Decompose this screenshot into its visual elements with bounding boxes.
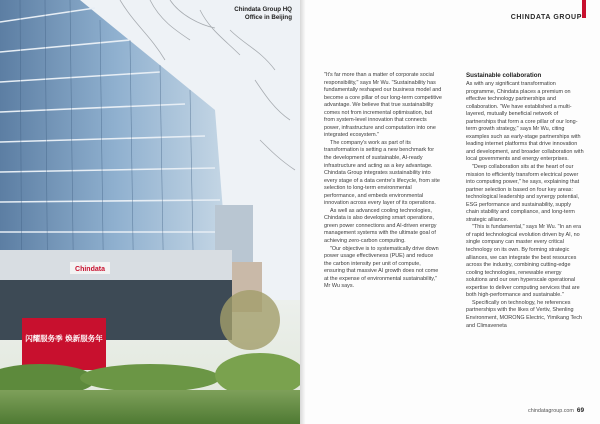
lawn xyxy=(0,390,300,424)
caption-line-1: Chindata Group HQ xyxy=(234,6,292,13)
paragraph: "Our objective is to systematically drive down power usage effectiveness (PUE) and reduce the carbon intensity per unit of compute, ensuring that massive AI growth does not come at the expense of environmental sustainability," Mr Wu says. xyxy=(324,245,439,290)
page-footer xyxy=(528,407,584,414)
section-heading: Sustainable collaboration xyxy=(466,72,542,79)
photo-caption xyxy=(234,6,292,22)
banner-text: 闪耀服务季 焕新服务年 xyxy=(25,334,103,343)
paragraph: As with any significant transformation programme, Chindata places a premium on effective technology partnerships and collaboration. "We have established a multi-layered, mutually beneficial network of partnerships that form a core pillar of our long-term growth strategy," says Mr Wu, citing examples such as early-stage partnerships with leading internet platforms that drive innovation and development, and broader collaboration with local governments and energy enterprises. xyxy=(466,81,584,163)
paragraph: As well as advanced cooling technologies, Chindata is also developing smart operations, green power connections and AI-driven energy management systems with the ultimate goal of achieving zero-carbon computing. xyxy=(324,207,437,245)
paragraph: "This is fundamental," says Mr Wu. "In an era of rapid technological evolution driven by AI, no single company can master every critical technology on its own. By forming strategic alliances, we can integrate the best resources across the industry, combining cutting-edge cooling technologies, renewable energy solutions and our own hyperscale operational expertise to deliver computing services that are both high-performance and sustainable." xyxy=(466,224,582,299)
paragraph: The company's work as part of its transformation is setting a new benchmark for the development of sustainable, AI-ready infrastructure and acting as a key advantage. Chindata Group integrates sustainability into every stage of a data centre's lifecycle, from site selection to long-term environmental performance, and embeds environmental innovation across every layer of its operations. xyxy=(324,139,440,207)
brand-header: CHINDATA GROUP xyxy=(510,14,582,21)
page-number: 69 xyxy=(576,407,584,414)
article-page xyxy=(306,0,600,424)
paragraph: "It's far more than a matter of corporate social responsibility," says Mr Wu. "Sustainability has fundamentally reshaped our business model and become a core pillar of our long-term competitive advantage. We believe that true sustainability comes not from incremental optimisation, but from system-level innovation that connects power, infrastructure and computation into one integrated ecosystem." xyxy=(324,72,442,139)
article-column-right xyxy=(466,72,584,330)
paragraph: Specifically on technology, he references partnerships with the likes of Vertiv, Shenling Environment, MORONG Electric, Yimikang Tech and Climaveneta xyxy=(466,299,582,329)
article-column-left xyxy=(324,72,442,291)
footer-site: chindatagroup.com xyxy=(528,408,574,414)
caption-line-2: Office in Beijing xyxy=(244,14,292,21)
building-sign: Chindata xyxy=(75,266,105,273)
red-banner xyxy=(22,318,106,370)
paragraph: "Deep collaboration sits at the heart of our mission to efficiently transform electrical power into computing power," he says, explaining that partner selection is based on four key areas: technological leadership and synergy potential, ESG performance and sustainability, supply chain stability and compliance, and long-term strategic alliance. xyxy=(466,164,580,223)
accent-bar xyxy=(582,0,586,18)
